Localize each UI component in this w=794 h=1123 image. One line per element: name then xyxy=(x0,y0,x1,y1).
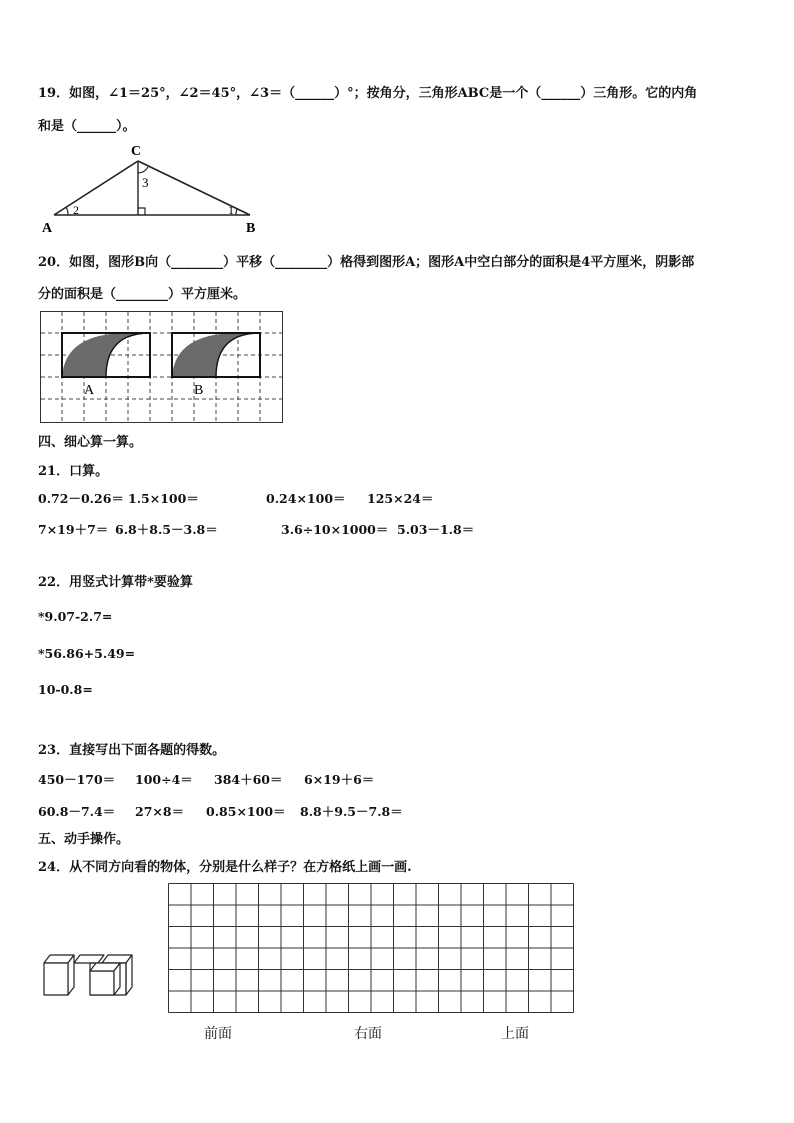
angle-label-3: 3 xyxy=(142,175,149,190)
q20-line2: 分的面积是（________）平方厘米。 xyxy=(38,287,247,302)
q22-title: 22．用竖式计算带*要验算 xyxy=(38,575,193,590)
q23-title: 23．直接写出下面各题的得数。 xyxy=(38,743,226,758)
cube-solid-figure xyxy=(38,952,136,998)
view-label-right: 右面 xyxy=(354,1026,382,1042)
q19-line1: 19．如图，∠1＝25°，∠2＝45°，∠3＝（______）°；按角分，三角形ABC是一个（______）三角形。它的内角 xyxy=(38,86,698,101)
q23-expr-5: 60.8－7.4＝ xyxy=(38,804,116,819)
section-4-heading: 四、细心算一算。 xyxy=(38,435,143,450)
q22-item-3: 10-0.8= xyxy=(38,682,93,697)
vertex-label-a: A xyxy=(42,221,53,236)
q21-expr-8: 5.03－1.8＝ xyxy=(397,522,475,537)
drawing-grid[interactable] xyxy=(168,883,574,1013)
angle-label-2: 2 xyxy=(73,203,79,217)
q23-expr-1: 450－170＝ xyxy=(38,772,116,787)
q22-item-2: *56.86+5.49= xyxy=(38,646,136,661)
shape-a-label: A xyxy=(84,383,95,398)
q22-item-1: *9.07-2.7= xyxy=(38,609,113,624)
q23-expr-3: 384＋60＝ xyxy=(214,772,283,787)
q21-expr-5: 7×19＋7＝ xyxy=(38,522,109,537)
q24-title: 24．从不同方向看的物体，分别是什么样子？在方格纸上画一画. xyxy=(38,860,412,875)
view-label-top: 上面 xyxy=(501,1026,529,1042)
vertex-label-c: C xyxy=(131,144,142,159)
q23-expr-2: 100÷4＝ xyxy=(135,772,193,787)
q21-title: 21．口算。 xyxy=(38,464,109,479)
q20-line1: 20．如图，图形B向（________）平移（________）格得到图形A；图形A中空白部分的面积是4平方厘米，阴影部 xyxy=(38,255,695,270)
q21-expr-1: 0.72－0.26＝ xyxy=(38,491,124,506)
translation-figure xyxy=(40,311,286,425)
q21-expr-7: 3.6÷10×1000＝ xyxy=(281,522,389,537)
triangle-figure xyxy=(40,140,270,235)
q21-expr-4: 125×24＝ xyxy=(367,491,434,506)
q23-expr-8: 8.8＋9.5－7.8＝ xyxy=(300,804,403,819)
q21-expr-6: 6.8＋8.5－3.8＝ xyxy=(115,522,218,537)
section-5-heading: 五、动手操作。 xyxy=(38,832,130,847)
shape-b-label: B xyxy=(194,383,204,398)
q23-expr-7: 0.85×100＝ xyxy=(206,804,286,819)
q23-expr-4: 6×19＋6＝ xyxy=(304,772,375,787)
q21-expr-2: 1.5×100＝ xyxy=(128,491,199,506)
angle-label-1: 1 xyxy=(228,203,234,217)
q19-line2: 和是（______）。 xyxy=(38,119,136,134)
q23-expr-6: 27×8＝ xyxy=(135,804,185,819)
view-label-front: 前面 xyxy=(204,1026,232,1042)
vertex-label-b: B xyxy=(246,221,256,236)
q21-expr-3: 0.24×100＝ xyxy=(266,491,346,506)
